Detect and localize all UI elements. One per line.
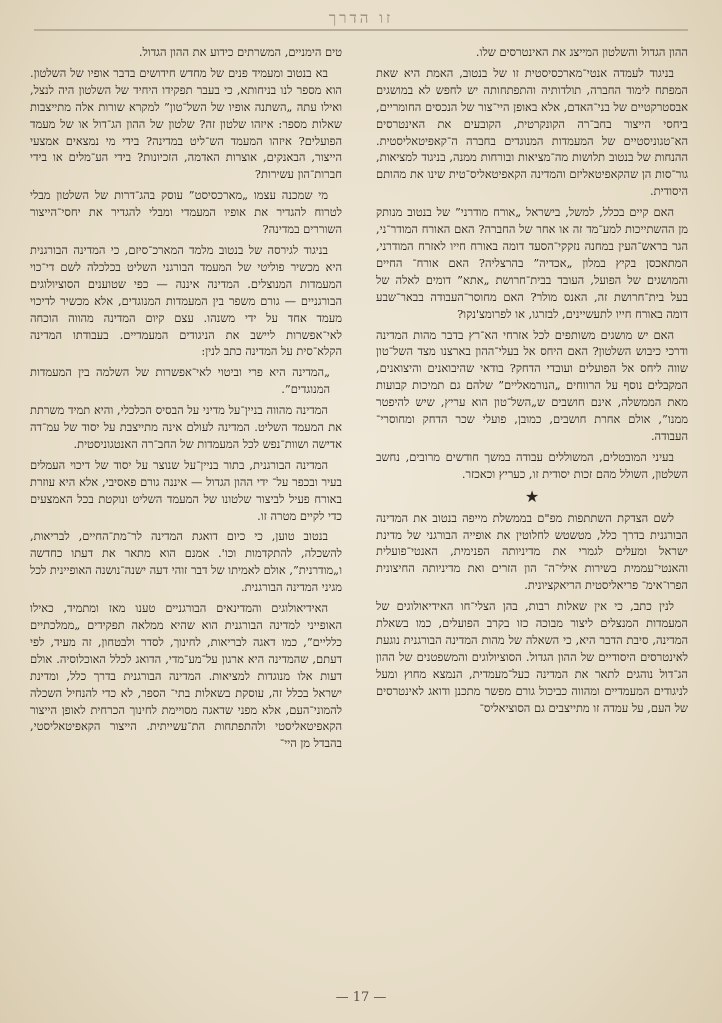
header-rule xyxy=(34,29,688,31)
right-column xyxy=(376,44,688,721)
left-column xyxy=(30,44,342,756)
lenin-quote: „המדינה היא פרי וביטוי לאי־אפשרות של השלמה בין המעמדות המנוגדים”. xyxy=(30,365,330,397)
paragraph: האם קיים בכלל, למשל, בישראל „אורח מודרני” של בנטוב מנותק מן ההשתייכות למע־מד זה או אחר של החברה? האם האורח המודר־ני, הגר בראש־העין במחנה נזקקי־הסעד דומה באורח חייו לאזרח המודרני, המתאכסן בקיץ במלון „אכדיה” בהרצליה? האם אורח־ החיים והמושגים של הפועל, העובד בבית־חרושת „אתא” דומים לאלה של בעל בית־חרושת זה, האנס מולר? האם מחוסר־העבודה בבאר־שבע דומה באורח חייו לתעשיינים, לבזרגו, או לפרומצ'נקו? xyxy=(376,205,688,321)
paragraph: מי שמכנה עצמו „מארכסיסט” עוסק בהג־דרות של השלטון מבלי לטרוח להגדיר את אופיו המעמדי ומבלי להגדיר את יחסי־הייצור השוררים במדינה? xyxy=(30,188,342,237)
paragraph: בניגוד לעמדה אנטי־מארכסיסטית זו של בנטוב, האמת היא שאת המפתח לימוד החברה, תולדותיה והתפתחותה יש לחפש לא במושגים אבסטרקטיים של בני־האדם, אלא באופן היי־צור של הנכסים החומריים, ביחסי הייצור בחב־רה הקונקרטית, הקובעים את האינטרסים הא־טגוניסטיים של המעמדות המנוגדים בחברה ה־קאפיטאליסטית. ההנחות של בנטוב תלושות מה־מציאות ובורחות ממנה, בניגוד למציאות, גור־סות הן שהקאפיטאליזם והמדינה הקאפיטאליס־טית שינו את מהותם היסודית. xyxy=(376,65,688,199)
paragraph: בנטוב טוען, כי כיום דואגת המדינה לר־מת־החיים, לבריאות, להשכלה, להתקדמות וכו'. אמנם הוא מתאר את דעתו כחדשה ו„מודרנית”, אולם לאמיתו של דבר זוהי דעה ישנה־נושנה האופיינית לכל מגיני המדינה הבורגנית. xyxy=(30,529,342,595)
page-number: — 17 — xyxy=(335,990,387,1005)
paragraph: ההון הגדול והשלטון המייצג את האינטרסים שלו. xyxy=(475,45,688,59)
star-divider-icon: ★ xyxy=(524,486,540,506)
journal-title: זו הדרך xyxy=(328,9,394,27)
paragraph: טים הימניים, המשרתים כידוע את ההון הגדול. xyxy=(138,45,342,59)
running-header xyxy=(0,8,722,28)
paragraph: המדינה מהווה בניין־על מדיני על הבסיס הכלכלי, והיא תמיד משרתת את המעמד השליט. המדינה לעולם אינה מתייצבת על יסוד של עמ־דה אדישה ושוות־נפש לכל המעמדות של החב־רה האנטגוניסטית. xyxy=(30,403,342,451)
paragraph: האם יש מושגים משותפים לכל אזרחי הא־רץ בדבר מהות המדינה ודרכי כיבוש השלטון? האם היחס אל בעלי־ההון בארצנו מצד השל־טון שווה ליחס אל הפועלים ועובדי הדחק? בודאי שהיבואנים והיצואנים, המקבלים נוסף על הרווחים „הנורמאליים” שלהם גם תמיכות קבועות מאת הממשלה, אינם חושבים ש„השל־טון הוא עריץ, שיש להיפטר ממנו”, אולם אחרת חושבים, כמובן, פועלי שכר הדחק ומחוסרי־ העבודה. xyxy=(376,327,688,443)
paragraph: בניגוד לגירסה של בנטוב מלמד המארכ־סיזם, כי המדינה הבורגנית היא מכשיר פוליטי של המעמד הבורגני השליט בכלכלה לשם די־כוי המעמדות המנוצלים. המדינה איננה — כפי שטוענים הסוציולוגים הבורגניים — גורם משפר בין המעמדות המנוגדים, אלא מכשיר לדיכוי מעמד אחד על ידי משנהו. עצם קיום המדינה מהווה הוכחה לאי־אפשרות ליישב את הניגודים המעמדיים. בעבודתו המדינה הקלא־סית על המדינה כתב לנין: xyxy=(30,242,342,359)
paragraph: בא בנטוב ומעמיד פנים של מחדש חידושים בדבר אופיו של השלטון. הוא מספר לנו בניחותא, כי בעבר תפקידו היחיד של השלטון היה לנצל, ואילו עתה „השתנה אופיו של השל־טון” למקרא שורות אלה מתייצבות שאלות מספר: איזהו שלטון זה? שלטון של ההון הג־דול או של מעמד הפועלים? איזהו המעמד הש־ליט במדינה? בידי מי נמצאים אמצעי הייצור, הבאנקים, אוצרות האדמה, הזכיונות? בידי הע־מלים או בידי חברות־הון עשירות? xyxy=(30,65,342,182)
paragraph: לנין כתב, כי אין שאלות רבות, בהן הצלי־חו האידיאולוגים של המעמדות המנצלים ליצור מבוכה כזו בקרב הפועלים, כמו בשאלת המדינה, סיבת הדבר היא, כי השאלה של מהות המדינה הבורגנית נוגעת לאינטרסים היסודיים של ההון הגדול. הסוציולוגים והמשפטנים של ההון הג־דול נוהגים לתאר את המדינה כעל־מעמדית, הנמצא מחוץ ומעל לניגודים המעמדיים ומהווה כביכול גורם מפשר מתכנן ודואג לאינטרסים של העם, על עמדה זו מתייצבים גם הסוציאליס־ xyxy=(376,599,688,715)
paragraph: בעיני המובטלים, המשוללים עבודה במשך חודשים מרובים, נחשב השלטון, השולל מהם זכות יסודית זו, כעריץ וכאכזר. xyxy=(376,449,688,481)
paragraph: המדינה הבורגנית, בתור בניין־על שנוצר על יסוד של דיכוי העמלים בעיר ובכפר על־ ידי ההון הגדול — איננה גורם פאסיבי, אלא היא עוזרת באורח פעיל לביצור שלטונו של המעמד השליט ונוקטת בכל האמצעים כדי לקיים מטרה זו. xyxy=(30,457,342,523)
paragraph: האידיאולוגים והמדינאים הבורגניים טענו מאז ומתמיד, כאילו האופייני למדינה הבורגנית הוא שהיא ממלאה תפקידים „ממלכתיים כלליים”, כמו דאגה לבריאות, לחינוך, לסדר ולבטחון, זה מעיד, לפי דעתם, שהמדינה היא ארגון על־מע־מדי, הדואג לכלל האוכלוסיה. אולם דעות אלו מנוגדות למציאות. המדינה הבורגנית בדרך כלל, ומדינת ישראל בכלל זה, עוסקת בשאלות בתי־ הספר, לא כדי להנחיל השכלה להמוני־העם, אלא מפני שדאגה מסויימת לחינוך הכרחית לאופן הייצור הקאפיטאליסטי ולהתפתחות הת־עשייתית. הייצור הקאפיטאליסטי, בהבדל מן היי־ xyxy=(30,601,342,751)
paragraph: לשם הצדקת השתתפות מפ"ם בממשלת מייפה בנטוב את המדינה הבורגנית בדרך כלל, מטשטש לחלוטין את אופייה הבורגני של מדינת ישראל ומעלים לגמרי את מדיניותה הפנימית, האנטי־פועלית והאנטי־עממית בשירות אילי־ה־ הון הזרים ואת מדיניותה החיצונית הפרו־אימ־ פריאליסטית הריאקציונית. xyxy=(376,510,688,593)
